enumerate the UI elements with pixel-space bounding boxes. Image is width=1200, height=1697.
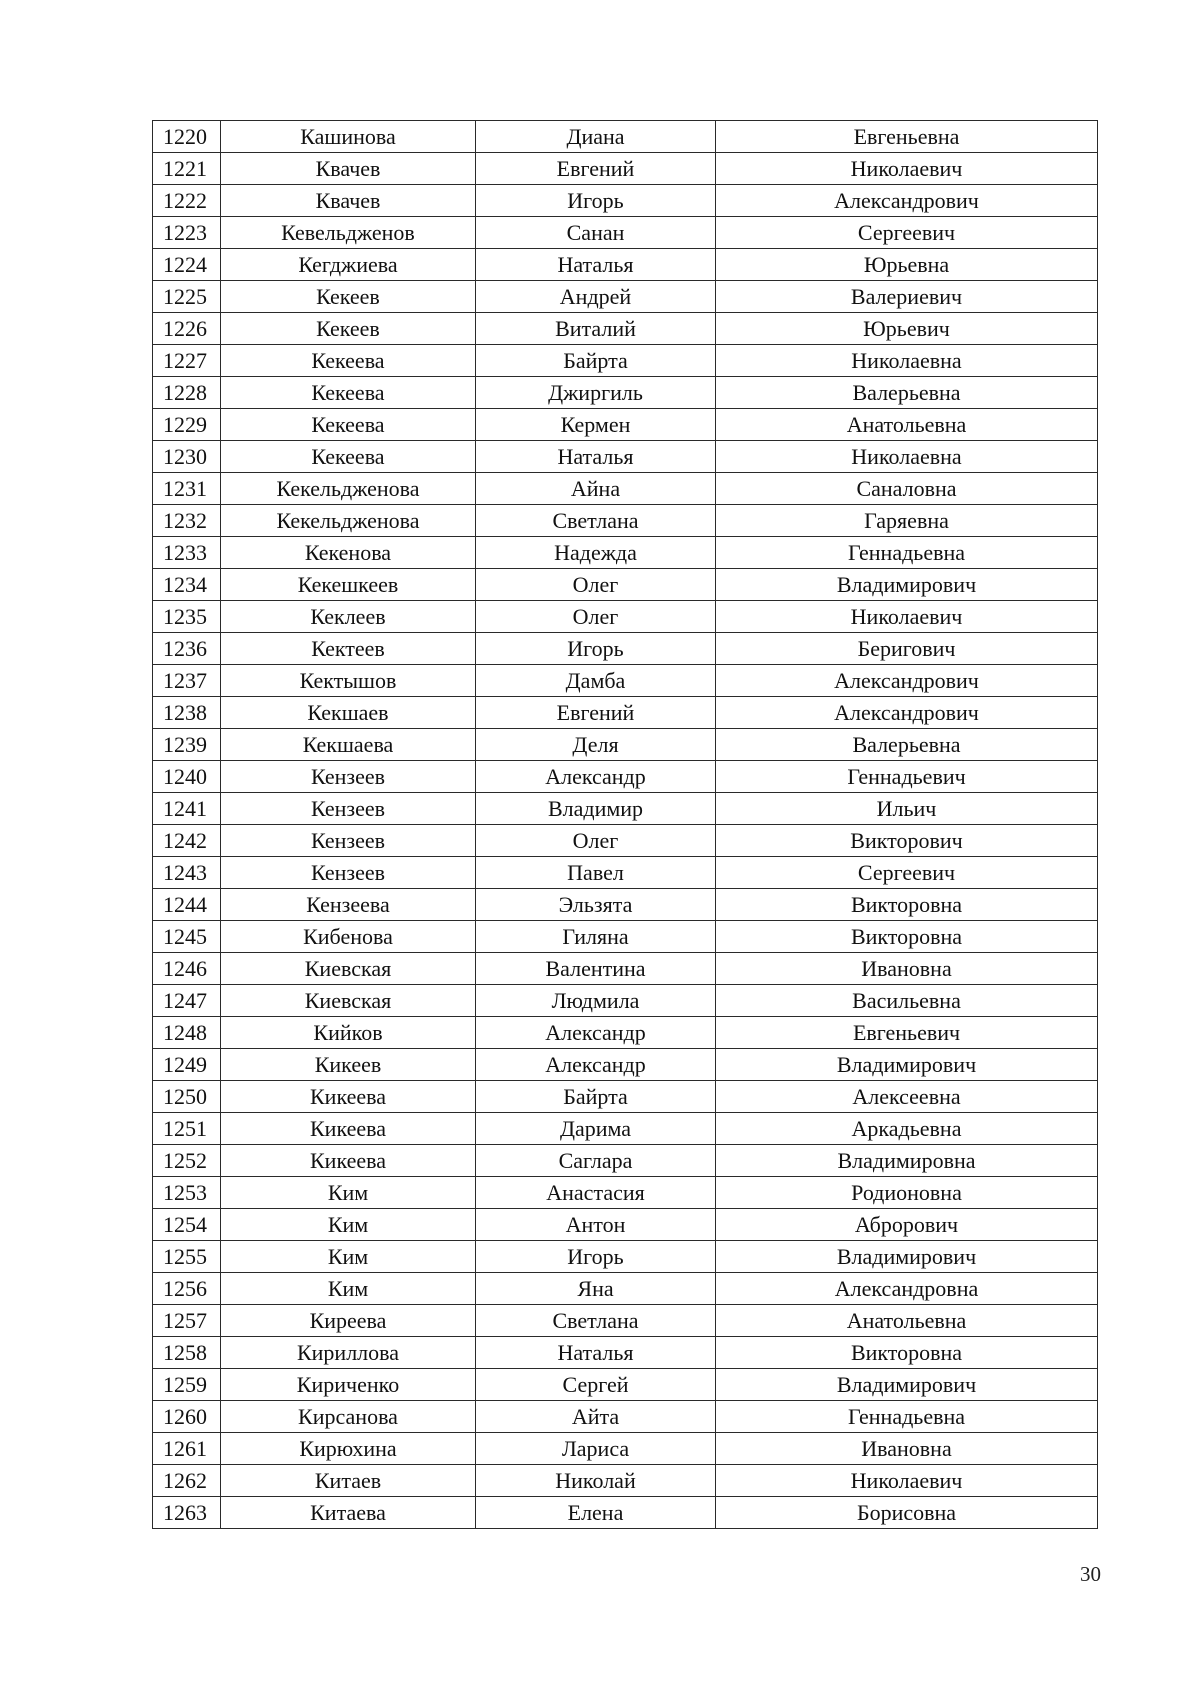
last-name-cell: Кензеев (221, 793, 476, 825)
table-row (153, 281, 1098, 313)
row-number-cell: 1223 (153, 217, 221, 249)
last-name-cell: Китаев (221, 1465, 476, 1497)
first-name-cell: Наталья (476, 1337, 716, 1369)
row-number-cell: 1253 (153, 1177, 221, 1209)
first-name-cell: Елена (476, 1497, 716, 1529)
last-name-cell: Кириллова (221, 1337, 476, 1369)
table-row (153, 569, 1098, 601)
patronymic-cell: Викторович (716, 825, 1098, 857)
first-name-cell: Николай (476, 1465, 716, 1497)
first-name-cell: Сергей (476, 1369, 716, 1401)
row-number-cell: 1229 (153, 409, 221, 441)
first-name-cell: Дарима (476, 1113, 716, 1145)
patronymic-cell: Ивановна (716, 1433, 1098, 1465)
row-number-cell: 1231 (153, 473, 221, 505)
patronymic-cell: Викторовна (716, 889, 1098, 921)
last-name-cell: Кектеев (221, 633, 476, 665)
first-name-cell: Антон (476, 1209, 716, 1241)
names-table-body (153, 121, 1098, 1529)
first-name-cell: Олег (476, 825, 716, 857)
row-number-cell: 1220 (153, 121, 221, 153)
row-number-cell: 1221 (153, 153, 221, 185)
names-table (152, 120, 1098, 1529)
table-row (153, 1497, 1098, 1529)
last-name-cell: Китаева (221, 1497, 476, 1529)
last-name-cell: Кикеева (221, 1145, 476, 1177)
last-name-cell: Ким (221, 1209, 476, 1241)
first-name-cell: Гиляна (476, 921, 716, 953)
patronymic-cell: Владимировна (716, 1145, 1098, 1177)
table-row (153, 1305, 1098, 1337)
patronymic-cell: Викторовна (716, 1337, 1098, 1369)
table-row (153, 1049, 1098, 1081)
row-number-cell: 1244 (153, 889, 221, 921)
first-name-cell: Валентина (476, 953, 716, 985)
row-number-cell: 1238 (153, 697, 221, 729)
last-name-cell: Кензеев (221, 761, 476, 793)
last-name-cell: Кекеев (221, 313, 476, 345)
first-name-cell: Лариса (476, 1433, 716, 1465)
table-row (153, 1081, 1098, 1113)
row-number-cell: 1258 (153, 1337, 221, 1369)
row-number-cell: 1233 (153, 537, 221, 569)
table-row (153, 1337, 1098, 1369)
patronymic-cell: Владимирович (716, 569, 1098, 601)
patronymic-cell: Александрович (716, 697, 1098, 729)
last-name-cell: Кеклеев (221, 601, 476, 633)
first-name-cell: Олег (476, 601, 716, 633)
table-row (153, 601, 1098, 633)
last-name-cell: Кекеева (221, 409, 476, 441)
row-number-cell: 1232 (153, 505, 221, 537)
page-number: 30 (1080, 1562, 1101, 1586)
patronymic-cell: Алексеевна (716, 1081, 1098, 1113)
row-number-cell: 1251 (153, 1113, 221, 1145)
row-number-cell: 1249 (153, 1049, 221, 1081)
patronymic-cell: Геннадьевна (716, 537, 1098, 569)
last-name-cell: Кензеев (221, 825, 476, 857)
first-name-cell: Александр (476, 761, 716, 793)
last-name-cell: Кевельдженов (221, 217, 476, 249)
first-name-cell: Виталий (476, 313, 716, 345)
table-row (153, 761, 1098, 793)
row-number-cell: 1262 (153, 1465, 221, 1497)
patronymic-cell: Васильевна (716, 985, 1098, 1017)
patronymic-cell: Николаевна (716, 345, 1098, 377)
last-name-cell: Кикеева (221, 1081, 476, 1113)
row-number-cell: 1237 (153, 665, 221, 697)
last-name-cell: Кекенова (221, 537, 476, 569)
patronymic-cell: Валериевич (716, 281, 1098, 313)
patronymic-cell: Юрьевич (716, 313, 1098, 345)
row-number-cell: 1254 (153, 1209, 221, 1241)
patronymic-cell: Александровна (716, 1273, 1098, 1305)
patronymic-cell: Борисовна (716, 1497, 1098, 1529)
table-row (153, 249, 1098, 281)
last-name-cell: Кекешкеев (221, 569, 476, 601)
table-row (153, 409, 1098, 441)
last-name-cell: Кекельдженова (221, 473, 476, 505)
table-row (153, 857, 1098, 889)
table-row (153, 697, 1098, 729)
first-name-cell: Евгений (476, 697, 716, 729)
last-name-cell: Киевская (221, 985, 476, 1017)
table-row (153, 1209, 1098, 1241)
table-row (153, 1145, 1098, 1177)
last-name-cell: Кашинова (221, 121, 476, 153)
table-row (153, 185, 1098, 217)
last-name-cell: Ким (221, 1273, 476, 1305)
last-name-cell: Кибенова (221, 921, 476, 953)
row-number-cell: 1250 (153, 1081, 221, 1113)
table-row (153, 1241, 1098, 1273)
table-row (153, 345, 1098, 377)
table-row (153, 633, 1098, 665)
row-number-cell: 1239 (153, 729, 221, 761)
patronymic-cell: Анатольевна (716, 409, 1098, 441)
last-name-cell: Кирсанова (221, 1401, 476, 1433)
first-name-cell: Яна (476, 1273, 716, 1305)
first-name-cell: Байрта (476, 345, 716, 377)
patronymic-cell: Геннадьевна (716, 1401, 1098, 1433)
row-number-cell: 1255 (153, 1241, 221, 1273)
first-name-cell: Игорь (476, 1241, 716, 1273)
first-name-cell: Деля (476, 729, 716, 761)
table-row (153, 377, 1098, 409)
row-number-cell: 1245 (153, 921, 221, 953)
last-name-cell: Квачев (221, 185, 476, 217)
row-number-cell: 1222 (153, 185, 221, 217)
table-row (153, 313, 1098, 345)
last-name-cell: Ким (221, 1177, 476, 1209)
patronymic-cell: Николаевич (716, 1465, 1098, 1497)
row-number-cell: 1228 (153, 377, 221, 409)
row-number-cell: 1260 (153, 1401, 221, 1433)
table-row (153, 505, 1098, 537)
table-row (153, 217, 1098, 249)
first-name-cell: Наталья (476, 249, 716, 281)
row-number-cell: 1243 (153, 857, 221, 889)
first-name-cell: Светлана (476, 505, 716, 537)
table-row (153, 953, 1098, 985)
first-name-cell: Светлана (476, 1305, 716, 1337)
patronymic-cell: Владимирович (716, 1049, 1098, 1081)
last-name-cell: Кекельдженова (221, 505, 476, 537)
first-name-cell: Владимир (476, 793, 716, 825)
table-row (153, 537, 1098, 569)
row-number-cell: 1235 (153, 601, 221, 633)
first-name-cell: Олег (476, 569, 716, 601)
patronymic-cell: Сергеевич (716, 217, 1098, 249)
patronymic-cell: Александрович (716, 665, 1098, 697)
last-name-cell: Кекеев (221, 281, 476, 313)
row-number-cell: 1261 (153, 1433, 221, 1465)
table-row (153, 473, 1098, 505)
first-name-cell: Наталья (476, 441, 716, 473)
table-row (153, 1369, 1098, 1401)
patronymic-cell: Беригович (716, 633, 1098, 665)
last-name-cell: Кензеев (221, 857, 476, 889)
last-name-cell: Кекшаева (221, 729, 476, 761)
row-number-cell: 1247 (153, 985, 221, 1017)
first-name-cell: Кермен (476, 409, 716, 441)
last-name-cell: Кекшаев (221, 697, 476, 729)
row-number-cell: 1226 (153, 313, 221, 345)
patronymic-cell: Ивановна (716, 953, 1098, 985)
patronymic-cell: Владимирович (716, 1369, 1098, 1401)
patronymic-cell: Геннадьевич (716, 761, 1098, 793)
patronymic-cell: Николаевна (716, 441, 1098, 473)
first-name-cell: Джиргиль (476, 377, 716, 409)
last-name-cell: Киреева (221, 1305, 476, 1337)
table-row (153, 889, 1098, 921)
row-number-cell: 1257 (153, 1305, 221, 1337)
row-number-cell: 1224 (153, 249, 221, 281)
table-row (153, 985, 1098, 1017)
patronymic-cell: Викторовна (716, 921, 1098, 953)
table-row (153, 1017, 1098, 1049)
first-name-cell: Игорь (476, 633, 716, 665)
patronymic-cell: Николаевич (716, 601, 1098, 633)
last-name-cell: Кирюхина (221, 1433, 476, 1465)
table-row (153, 153, 1098, 185)
patronymic-cell: Аркадьевна (716, 1113, 1098, 1145)
last-name-cell: Квачев (221, 153, 476, 185)
last-name-cell: Кекеева (221, 377, 476, 409)
first-name-cell: Евгений (476, 153, 716, 185)
last-name-cell: Кириченко (221, 1369, 476, 1401)
row-number-cell: 1236 (153, 633, 221, 665)
first-name-cell: Эльзята (476, 889, 716, 921)
row-number-cell: 1252 (153, 1145, 221, 1177)
patronymic-cell: Саналовна (716, 473, 1098, 505)
table-row (153, 441, 1098, 473)
table-row (153, 825, 1098, 857)
last-name-cell: Кекеева (221, 345, 476, 377)
first-name-cell: Айта (476, 1401, 716, 1433)
table-row (153, 121, 1098, 153)
table-row (153, 729, 1098, 761)
first-name-cell: Байрта (476, 1081, 716, 1113)
table-row (153, 1113, 1098, 1145)
patronymic-cell: Анатольевна (716, 1305, 1098, 1337)
patronymic-cell: Гаряевна (716, 505, 1098, 537)
row-number-cell: 1234 (153, 569, 221, 601)
patronymic-cell: Евгеньевна (716, 121, 1098, 153)
first-name-cell: Павел (476, 857, 716, 889)
patronymic-cell: Ильич (716, 793, 1098, 825)
first-name-cell: Игорь (476, 185, 716, 217)
table-row (153, 1465, 1098, 1497)
patronymic-cell: Евгеньевич (716, 1017, 1098, 1049)
row-number-cell: 1241 (153, 793, 221, 825)
first-name-cell: Надежда (476, 537, 716, 569)
table-row (153, 665, 1098, 697)
table-row (153, 1177, 1098, 1209)
last-name-cell: Кензеева (221, 889, 476, 921)
row-number-cell: 1240 (153, 761, 221, 793)
last-name-cell: Кикеева (221, 1113, 476, 1145)
first-name-cell: Санан (476, 217, 716, 249)
last-name-cell: Кикеев (221, 1049, 476, 1081)
patronymic-cell: Владимирович (716, 1241, 1098, 1273)
last-name-cell: Кектышов (221, 665, 476, 697)
last-name-cell: Кегджиева (221, 249, 476, 281)
last-name-cell: Кийков (221, 1017, 476, 1049)
first-name-cell: Айна (476, 473, 716, 505)
first-name-cell: Диана (476, 121, 716, 153)
patronymic-cell: Аброрович (716, 1209, 1098, 1241)
table-row (153, 1433, 1098, 1465)
table-row (153, 921, 1098, 953)
table-row (153, 793, 1098, 825)
row-number-cell: 1256 (153, 1273, 221, 1305)
patronymic-cell: Родионовна (716, 1177, 1098, 1209)
row-number-cell: 1225 (153, 281, 221, 313)
row-number-cell: 1227 (153, 345, 221, 377)
row-number-cell: 1246 (153, 953, 221, 985)
first-name-cell: Саглара (476, 1145, 716, 1177)
last-name-cell: Кекеева (221, 441, 476, 473)
first-name-cell: Людмила (476, 985, 716, 1017)
last-name-cell: Киевская (221, 953, 476, 985)
patronymic-cell: Александрович (716, 185, 1098, 217)
table-row (153, 1401, 1098, 1433)
row-number-cell: 1230 (153, 441, 221, 473)
patronymic-cell: Сергеевич (716, 857, 1098, 889)
patronymic-cell: Николаевич (716, 153, 1098, 185)
first-name-cell: Александр (476, 1017, 716, 1049)
first-name-cell: Александр (476, 1049, 716, 1081)
table-row (153, 1273, 1098, 1305)
row-number-cell: 1242 (153, 825, 221, 857)
last-name-cell: Ким (221, 1241, 476, 1273)
patronymic-cell: Валерьевна (716, 729, 1098, 761)
patronymic-cell: Валерьевна (716, 377, 1098, 409)
first-name-cell: Андрей (476, 281, 716, 313)
row-number-cell: 1248 (153, 1017, 221, 1049)
first-name-cell: Дамба (476, 665, 716, 697)
row-number-cell: 1263 (153, 1497, 221, 1529)
first-name-cell: Анастасия (476, 1177, 716, 1209)
patronymic-cell: Юрьевна (716, 249, 1098, 281)
row-number-cell: 1259 (153, 1369, 221, 1401)
